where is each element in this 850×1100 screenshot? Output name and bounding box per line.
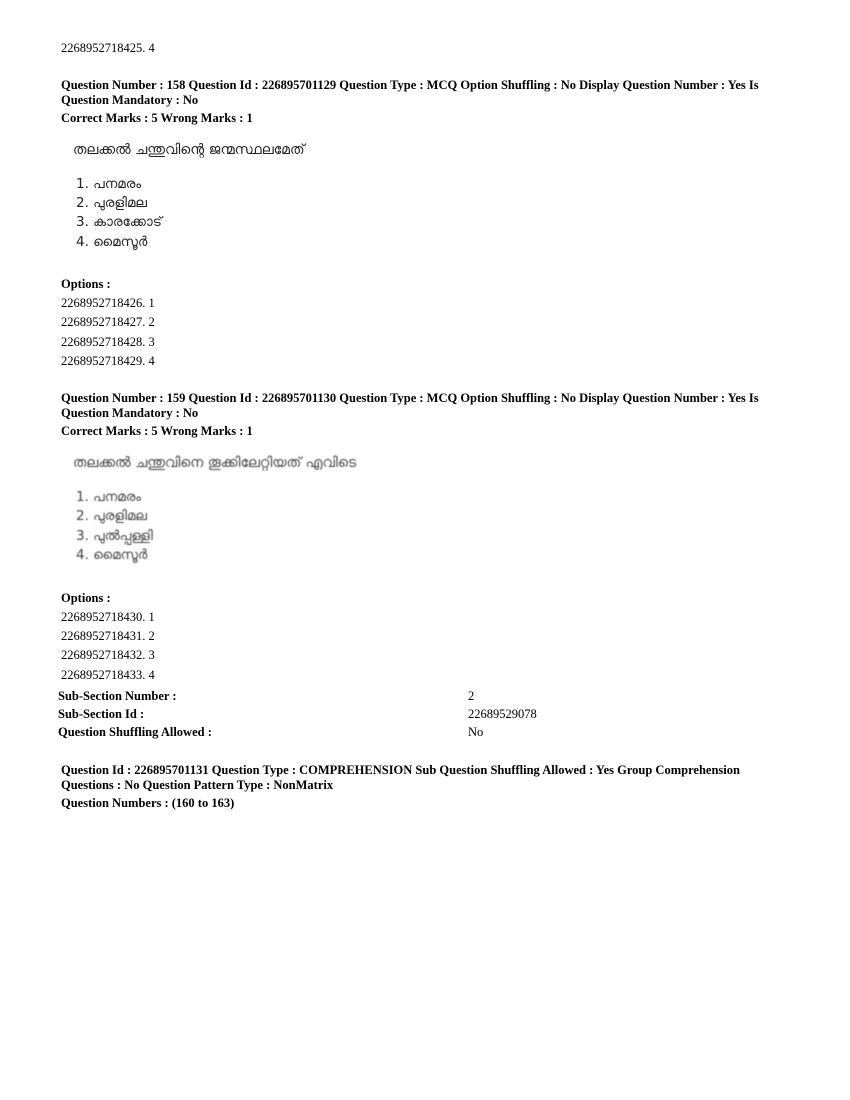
question-shuffling-label: Question Shuffling Allowed : — [58, 725, 212, 739]
question-numbers: Question Numbers : (160 to 163) — [61, 796, 235, 810]
subsection-id-value: 22689529078 — [468, 707, 537, 721]
question-choice: 3. പുൽപ്പള്ളി — [76, 528, 153, 544]
question-choice: 1. പനമരം — [76, 176, 142, 192]
question-meta-line2: Question Mandatory : No — [61, 93, 199, 107]
question-meta-line2: Question Mandatory : No — [61, 406, 199, 420]
option-id: 2268952718430. 1 — [61, 610, 155, 624]
question-shuffling-value: No — [468, 725, 484, 739]
question-marks: Correct Marks : 5 Wrong Marks : 1 — [61, 111, 253, 125]
question-choice: 4. മൈസൂർ — [76, 547, 148, 563]
question-meta — [61, 78, 801, 108]
comprehension-meta — [61, 763, 801, 793]
options-label: Options : — [61, 277, 111, 291]
option-id: 2268952718427. 2 — [61, 315, 155, 329]
question-choice: 2. പുരളിമല — [76, 195, 147, 211]
option-id: 2268952718428. 3 — [61, 335, 155, 349]
option-id: 2268952718426. 1 — [61, 296, 155, 310]
question-choice: 4. മൈസൂർ — [76, 234, 148, 250]
question-marks: Correct Marks : 5 Wrong Marks : 1 — [61, 424, 253, 438]
question-meta-line1: Question Number : 158 Question Id : 226895701129 Question Type : MCQ Option Shuffling : No Display Question Number : Yes Is — [61, 78, 759, 92]
subsection-number-label: Sub-Section Number : — [58, 689, 177, 703]
option-id: 2268952718429. 4 — [61, 354, 155, 368]
option-id: 2268952718431. 2 — [61, 629, 155, 643]
option-id: 2268952718432. 3 — [61, 648, 155, 662]
question-choice: 1. പനമരം — [76, 489, 142, 505]
question-meta-line1: Question Number : 159 Question Id : 226895701130 Question Type : MCQ Option Shuffling : No Display Question Number : Yes Is — [61, 391, 759, 405]
subsection-number-value: 2 — [468, 689, 475, 703]
options-label: Options : — [61, 591, 111, 605]
question-choice: 2. പുരളിമല — [76, 508, 147, 524]
comprehension-meta-line2: Questions : No Question Pattern Type : NonMatrix — [61, 778, 334, 792]
question-text: തലക്കൽ ചന്തുവിന്റെ ജന്മസ്ഥലമേത് — [73, 142, 305, 158]
option-id: 2268952718433. 4 — [61, 668, 155, 682]
question-choice: 3. കാരക്കോട് — [76, 214, 162, 230]
previous-option-line: 2268952718425. 4 — [61, 41, 155, 55]
comprehension-meta-line1: Question Id : 226895701131 Question Type : COMPREHENSION Sub Question Shuffling Allowed : Yes Group Comprehension — [61, 763, 740, 777]
subsection-id-label: Sub-Section Id : — [58, 707, 145, 721]
question-text: തലക്കൽ ചന്തുവിനെ തൂക്കിലേറ്റിയത് എവിടെ — [73, 455, 357, 471]
question-meta — [61, 391, 801, 421]
